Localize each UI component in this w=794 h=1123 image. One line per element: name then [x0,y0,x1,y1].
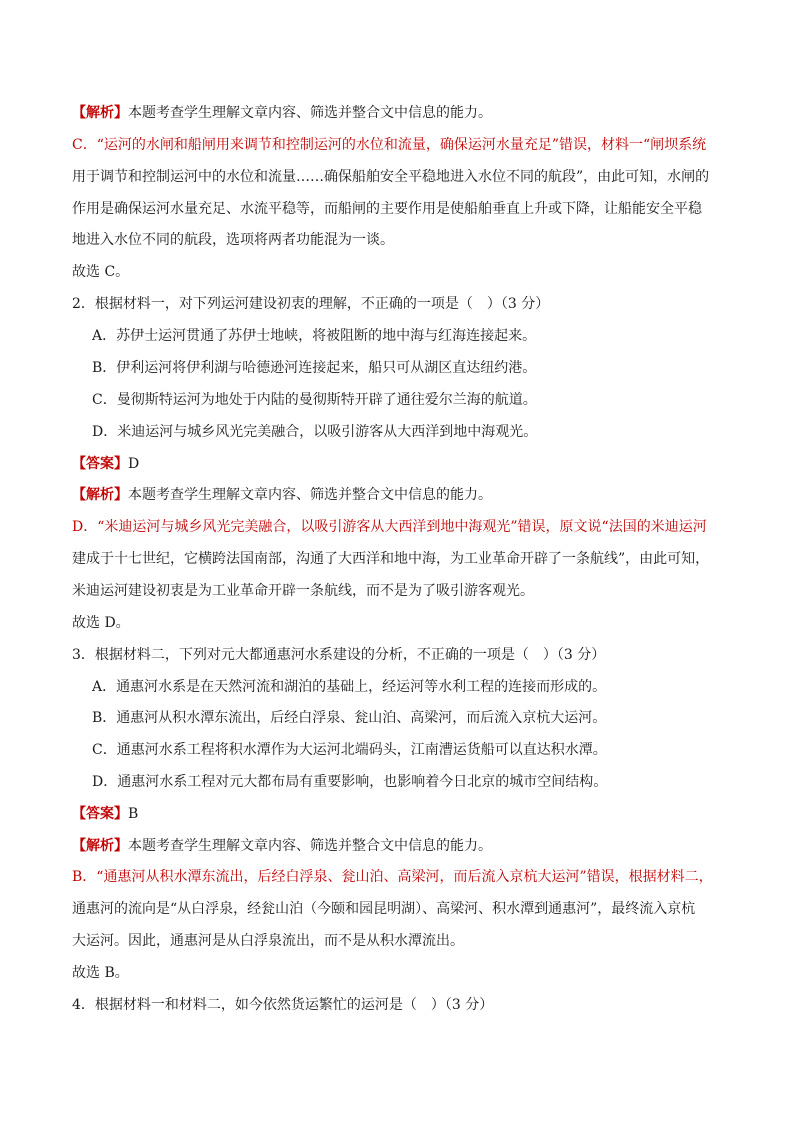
answer-value: B [128,806,139,822]
q1-analysis [72,103,732,123]
q1-choose: 故选 C。 [72,264,130,280]
q2-answer [72,454,732,474]
q3-analysis [72,836,732,856]
answer-tag: 【答案】 [72,806,128,822]
q3-option-b: B．通惠河从积水潭东流出，后经白浮泉、瓮山泊、高梁河，而后流入京杭大运河。 [92,710,607,726]
q4-stem: 4．根据材料一和材料二，如今依然货运繁忙的运河是（ ）（3 分） [72,997,494,1013]
q2-analysis [72,485,732,505]
answer-value: D [128,456,140,472]
q1-explanation-line: 用于调节和控制运河中的水位和流量……确保船舶安全平稳地进入水位不同的航段”，由此可知，水闸的 [72,169,710,185]
q2-explanation-line: 米迪运河建设初衷是为工业革命开辟一条航线，而不是为了吸引游客观光。 [72,583,534,599]
analysis-text: 本题考查学生理解文章内容、筛选并整合文中信息的能力。 [128,838,492,854]
analysis-tag: 【解析】 [72,487,128,503]
analysis-text: 本题考查学生理解文章内容、筛选并整合文中信息的能力。 [128,487,492,503]
q1-explanation-line: 地进入水位不同的航段，选项将两者功能混为一谈。 [72,232,394,248]
q3-option-d: D．通惠河水系工程对元大都布局有重要影响，也影响着今日北京的城市空间结构。 [92,774,608,790]
q2-option-c: C．曼彻斯特运河为地处于内陆的曼彻斯特开辟了通往爱尔兰海的航道。 [92,392,537,408]
q1-explanation-line: 作用是确保运河水量充足、水流平稳等，而船闸的主要作用是使船舶垂直上升或下降，让船能安全平稳 [72,201,702,217]
analysis-tag: 【解析】 [72,838,128,854]
q3-stem: 3．根据材料二，下列对元大都通惠河水系建设的分析，不正确的一项是（ ）（3 分） [72,647,606,663]
q3-explanation-line: 通惠河的流向是“从白浮泉，经瓮山泊（今颐和园昆明湖）、高梁河、积水潭到通惠河”，最终流入京杭 [72,901,696,917]
q3-option-c: C．通惠河水系工程将积水潭作为大运河北端码头，江南漕运货船可以直达积水潭。 [92,742,607,758]
analysis-text: 本题考查学生理解文章内容、筛选并整合文中信息的能力。 [128,105,492,121]
q3-answer [72,804,732,824]
q2-option-d: D．米迪运河与城乡风光完美融合，以吸引游客从大西洋到地中海观光。 [92,424,538,440]
q2-explanation-line: 建成于十七世纪，它横跨法国南部，沟通了大西洋和地中海，为工业革命开辟了一条航线”，由此可知， [72,551,710,567]
q2-option-b: B．伊利运河将伊利湖与哈德逊河连接起来，船只可从湖区直达纽约港。 [92,360,537,376]
q2-explanation-line: D．“米迪运河与城乡风光完美融合，以吸引游客从大西洋到地中海观光”错误，原文说“法国的米迪运河 [72,519,707,535]
q1-explanation-line: C．“运河的水闸和船闸用来调节和控制运河的水位和流量，确保运河水量充足”错误，材料一“闸坝系统 [72,137,707,153]
analysis-tag: 【解析】 [72,105,128,121]
q2-stem: 2．根据材料一，对下列运河建设初衷的理解，不正确的一项是（ ）（3 分） [72,296,550,312]
q3-option-a: A．通惠河水系是在天然河流和湖泊的基础上，经运河等水利工程的连接而形成的。 [92,679,607,695]
answer-tag: 【答案】 [72,456,128,472]
q2-option-a: A．苏伊士运河贯通了苏伊士地峡，将被阻断的地中海与红海连接起来。 [92,328,537,344]
q3-explanation-line: 大运河。因此，通惠河是从白浮泉流出，而不是从积水潭流出。 [72,933,464,949]
q3-choose: 故选 B。 [72,965,129,981]
q2-choose: 故选 D。 [72,615,130,631]
q3-explanation-line: B．“通惠河从积水潭东流出，后经白浮泉、瓮山泊、高梁河，而后流入京杭大运河”错误，根据材料二， [72,869,713,885]
